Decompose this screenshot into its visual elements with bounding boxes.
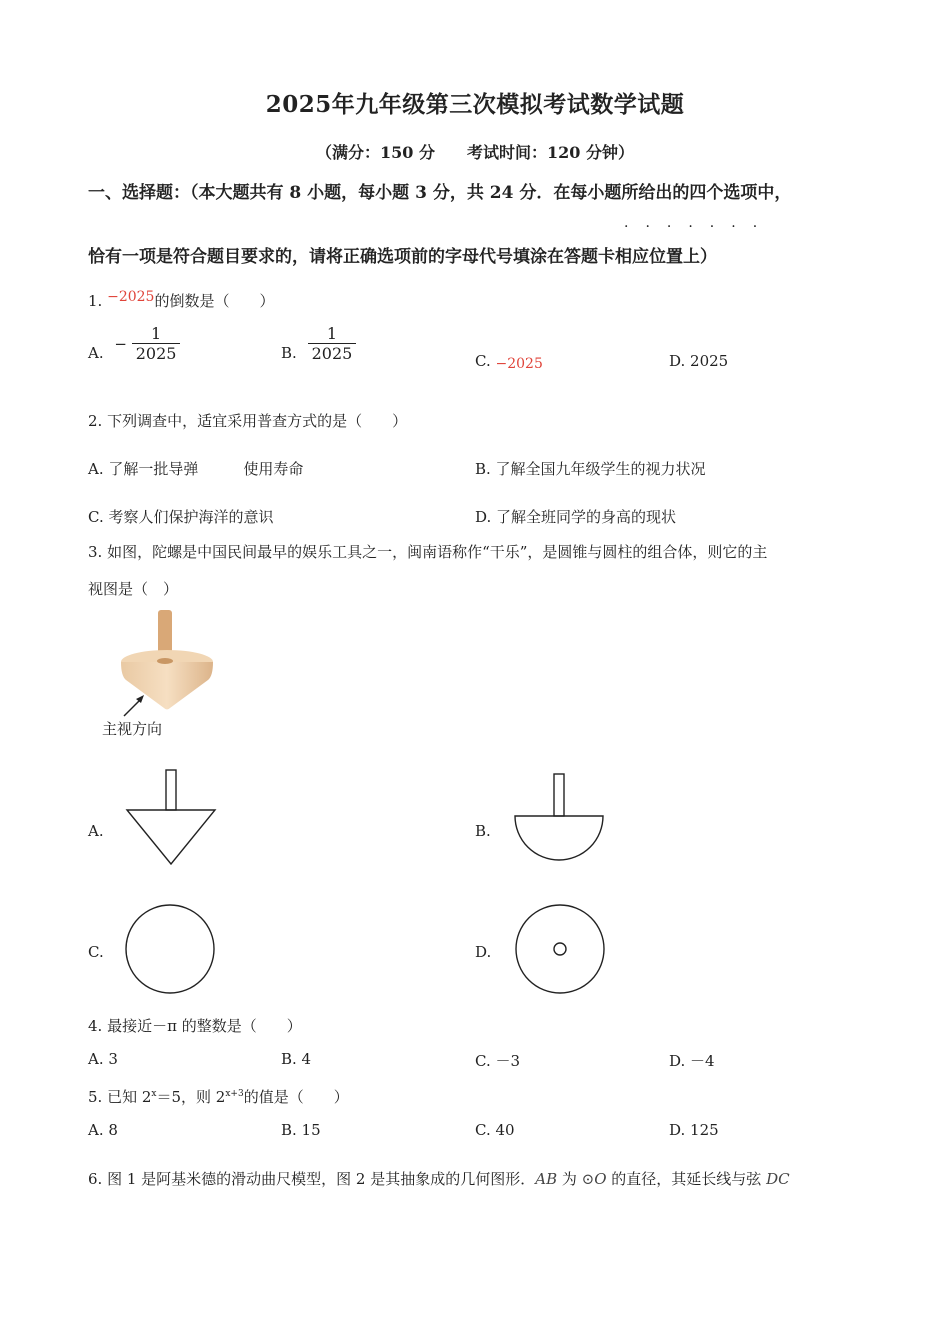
q3-option-c-figure	[124, 904, 218, 996]
q2-option-a: A. 了解一批导弹 使用寿命	[88, 460, 304, 478]
q5-option-d: D. 125	[669, 1121, 719, 1139]
q2-option-c: C. 考察人们保护海洋的意识	[88, 508, 274, 526]
question-5: 5. 已知 $2^x=5$，则 $2^{x+3}$的值是（ ）	[88, 1088, 349, 1106]
q4-option-a: A. 3	[88, 1050, 118, 1068]
q2-option-d: D. 了解全班同学的身高的现状	[475, 508, 677, 526]
figure-caption: 主视方向	[102, 720, 163, 738]
q1-option-b: B. $\frac{1}{2025}$	[281, 324, 356, 363]
q3-option-d-label: D.	[475, 943, 492, 961]
q1-option-d: D. 2025	[669, 352, 729, 370]
q1-option-a: A. − $\frac{1}{2025}$	[88, 324, 180, 363]
q5-option-b: B. 15	[281, 1121, 321, 1139]
question-2: 2. 下列调查中，适宜采用普查方式的是（ ）	[88, 412, 408, 430]
question-6: 6. 图 1 是阿基米德的滑动曲尺模型，图 2 是其抽象成的几何图形．AB 为 ⊙O 的直径，其延长线与弦 DC	[88, 1170, 790, 1188]
q3-option-b-label: B.	[475, 822, 491, 840]
question-3-line2: 视图是（ ）	[88, 580, 179, 598]
q3-option-d-figure	[514, 904, 608, 996]
q2-option-b: B. 了解全国九年级学生的视力状况	[475, 460, 706, 478]
q5-option-a: A. 8	[88, 1121, 118, 1139]
arrow-icon	[120, 690, 150, 720]
q4-option-c: C. －3	[475, 1052, 521, 1070]
question-1: 1. −2025的倒数是（ ）	[88, 289, 275, 310]
section-heading-line1: 一、选择题：（本大题共有 8 小题，每小题 3 分，共 24 分．在每小题所给出的四个选项中，	[88, 183, 792, 203]
question-3-line1: 3. 如图，陀螺是中国民间最早的娱乐工具之一，闽南语称作“干乐”，是圆锥与圆柱的组合体，则它的主	[88, 543, 768, 561]
q4-option-b: B. 4	[281, 1050, 312, 1068]
section-heading-line2: 恰有一项是符合题目要求的，请将正确选项前的字母代号填涂在答题卡相应位置上）	[88, 247, 717, 267]
q3-option-c-label: C.	[88, 943, 104, 961]
q3-option-a-label: A.	[88, 822, 104, 840]
page-title: 2025年九年级第三次模拟考试数学试题	[265, 91, 685, 118]
question-4: 4. 最接近－π 的整数是（ ）	[88, 1017, 302, 1035]
emphasis-dots: ·······	[624, 219, 775, 235]
q1-option-c: C. −2025	[475, 352, 543, 372]
q3-option-b-figure	[512, 772, 606, 868]
q4-option-d: D. －4	[669, 1052, 715, 1070]
q3-option-a-figure	[124, 768, 218, 868]
exam-info: （满分：150 分 考试时间：120 分钟）	[316, 143, 634, 162]
q5-option-c: C. 40	[475, 1121, 515, 1139]
